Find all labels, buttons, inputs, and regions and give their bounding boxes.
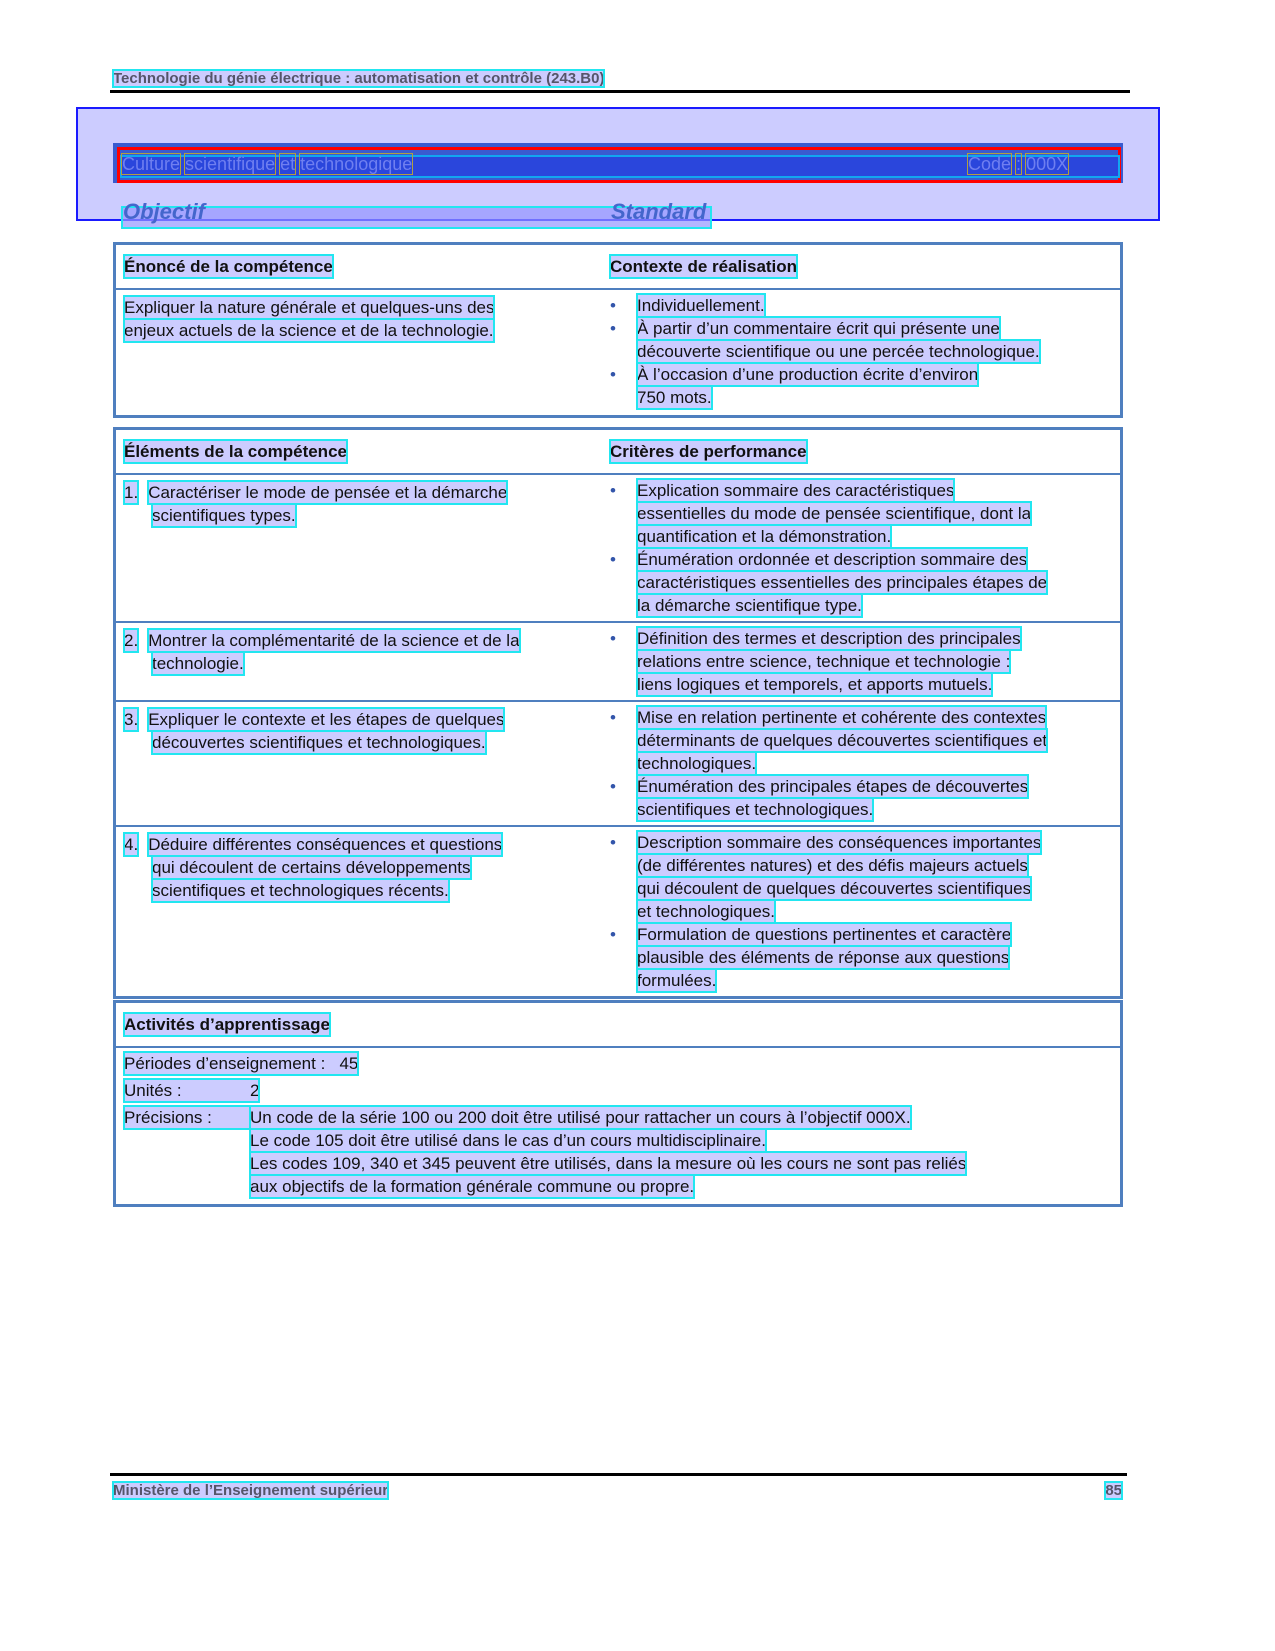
standard-label: Standard [611,199,707,224]
criterion-line: Description sommaire des conséquences importantes [637,833,1042,852]
precision-line: Un code de la série 100 ou 200 doit être utilisé pour rattacher un cours à l’objectif 000X. [250,1108,911,1127]
element-number [124,504,152,527]
element-line: Déduire différentes conséquences et questions [148,835,503,854]
criterion-line: caractéristiques essentielles des principales étapes de [637,573,1048,592]
criterion-line: Définition des termes et description des principales [637,629,1021,648]
objectif-label: Objectif [123,199,205,224]
element-line: technologie. [152,654,244,673]
bullet-icon: • [610,833,616,852]
element-line: qui découlent de certains développements [152,858,471,877]
learning-activities-table [113,1000,1123,1207]
bullet-icon: • [610,365,616,384]
criterion-item [610,548,1120,617]
precision-line: Le code 105 doit être utilisé dans le cas d’un cours multidisciplinaire. [250,1131,766,1150]
precisions-label: Précisions : [124,1106,250,1129]
page-number: 85 [1105,1482,1122,1499]
element-line: Expliquer le contexte et les étapes de quelques [148,710,505,729]
criterion-line: technologiques. [637,754,757,773]
bullet-icon: • [610,481,616,500]
criterion-line: Formulation de questions pertinentes et caractère [637,925,1012,944]
criterion-line: essentielles du mode de pensée scientifique, dont la [637,504,1032,523]
competence-statement-line: enjeux actuels de la science et de la technologie. [124,321,494,340]
element-number: 1. [124,483,139,502]
periods-row [124,1052,358,1075]
element-number: 2. [124,631,139,650]
criterion-item [610,294,1120,317]
bullet-icon: • [610,777,616,796]
criterion-line: 750 mots. [637,388,712,407]
objective-code [968,154,1068,175]
criteria-heading: Critères de performance [610,442,807,461]
criterion-line: plausible des éléments de réponse aux questions [637,948,1010,967]
element-line: Caractériser le mode de pensée et la démarche [148,483,508,502]
title-word: scientifique [185,154,276,174]
element-line: scientifiques types. [152,506,296,525]
bullet-icon: • [610,925,616,944]
criterion-item [610,923,1120,992]
criterion-line: Individuellement. [637,296,765,315]
criterion-line: Énumération des principales étapes de découvertes [637,777,1029,796]
element-number [124,731,152,754]
bullet-icon: • [610,708,616,727]
document-header-title: Technologie du génie électrique : automatisation et contrôle (243.B0) [113,70,605,87]
element-row [115,474,1122,622]
bullet-icon: • [610,550,616,569]
units-value: 2 [250,1081,260,1100]
competence-statement-line: Expliquer la nature générale et quelques-uns des [124,298,495,317]
objective-title [122,154,412,175]
units-label: Unités : [124,1081,182,1100]
criterion-line: Mise en relation pertinente et cohérente des contextes [637,708,1047,727]
criterion-item [610,479,1120,548]
criterion-line: et technologiques. [637,902,775,921]
criterion-item [610,627,1120,696]
criterion-line: liens logiques et temporels, et apports mutuels. [637,675,993,694]
criterion-item [610,363,1120,409]
element-line: découvertes scientifiques et technologiques. [152,733,486,752]
header-rule [110,90,1130,93]
criterion-item [610,317,1120,363]
title-word: Culture [122,154,181,174]
criterion-line: quantification et la démonstration. [637,527,892,546]
criterion-line: la démarche scientifique type. [637,596,862,615]
element-row [115,622,1122,701]
bullet-icon: • [610,319,616,338]
criterion-line: découverte scientifique ou une percée technologique. [637,342,1040,361]
competence-statement-table [113,242,1123,418]
element-line: scientifiques et technologiques récents. [152,881,449,900]
elements-heading: Éléments de la compétence [124,442,347,461]
periods-label: Périodes d’enseignement : [124,1054,326,1073]
element-number: 3. [124,710,139,729]
competence-elements-table [113,427,1123,999]
footer-rule [110,1473,1127,1476]
element-row [115,701,1122,826]
criterion-line: (de différentes natures) et des défis majeurs actuels [637,856,1028,875]
criterion-line: formulées. [637,971,717,990]
criterion-line: qui découlent de quelques découvertes scientifiques [637,879,1032,898]
criterion-line: déterminants de quelques découvertes scientifiques et [637,731,1048,750]
context-heading: Contexte de réalisation [610,257,798,276]
activities-heading: Activités d’apprentissage [124,1015,330,1034]
criterion-item [610,775,1120,821]
bullet-icon: • [610,296,616,315]
criterion-item [610,706,1120,775]
code-separator: : [1016,154,1022,174]
criterion-line: relations entre science, technique et technologie : [637,652,1011,671]
criterion-line: Énumération ordonnée et description sommaire des [637,550,1028,569]
element-row [115,826,1122,998]
criterion-item [610,831,1120,923]
precision-line: Les codes 109, 340 et 345 peuvent être utilisés, dans la mesure où les cours ne sont pas reliés [250,1154,967,1173]
criterion-line: À l’occasion d’une production écrite d’environ [637,365,979,384]
bullet-icon: • [610,629,616,648]
code-value: 000X [1026,154,1069,174]
title-word: et [280,154,296,174]
element-line: Montrer la complémentarité de la science et de la [148,631,520,650]
criterion-line: scientifiques et technologiques. [637,800,874,819]
precision-line: aux objectifs de la formation générale commune ou propre. [250,1177,695,1196]
footer-ministry: Ministère de l’Enseignement supérieur [113,1482,389,1499]
periods-value: 45 [339,1054,359,1073]
element-number [124,652,152,675]
code-label: Code [968,154,1012,174]
title-word: technologique [300,154,413,174]
competence-statement-heading: Énoncé de la compétence [124,257,333,276]
element-number: 4. [124,835,139,854]
criterion-line: Explication sommaire des caractéristiques [637,481,955,500]
units-row [124,1079,259,1102]
element-number [124,879,152,902]
criterion-line: À partir d’un commentaire écrit qui présente une [637,319,1000,338]
element-number [124,856,152,879]
